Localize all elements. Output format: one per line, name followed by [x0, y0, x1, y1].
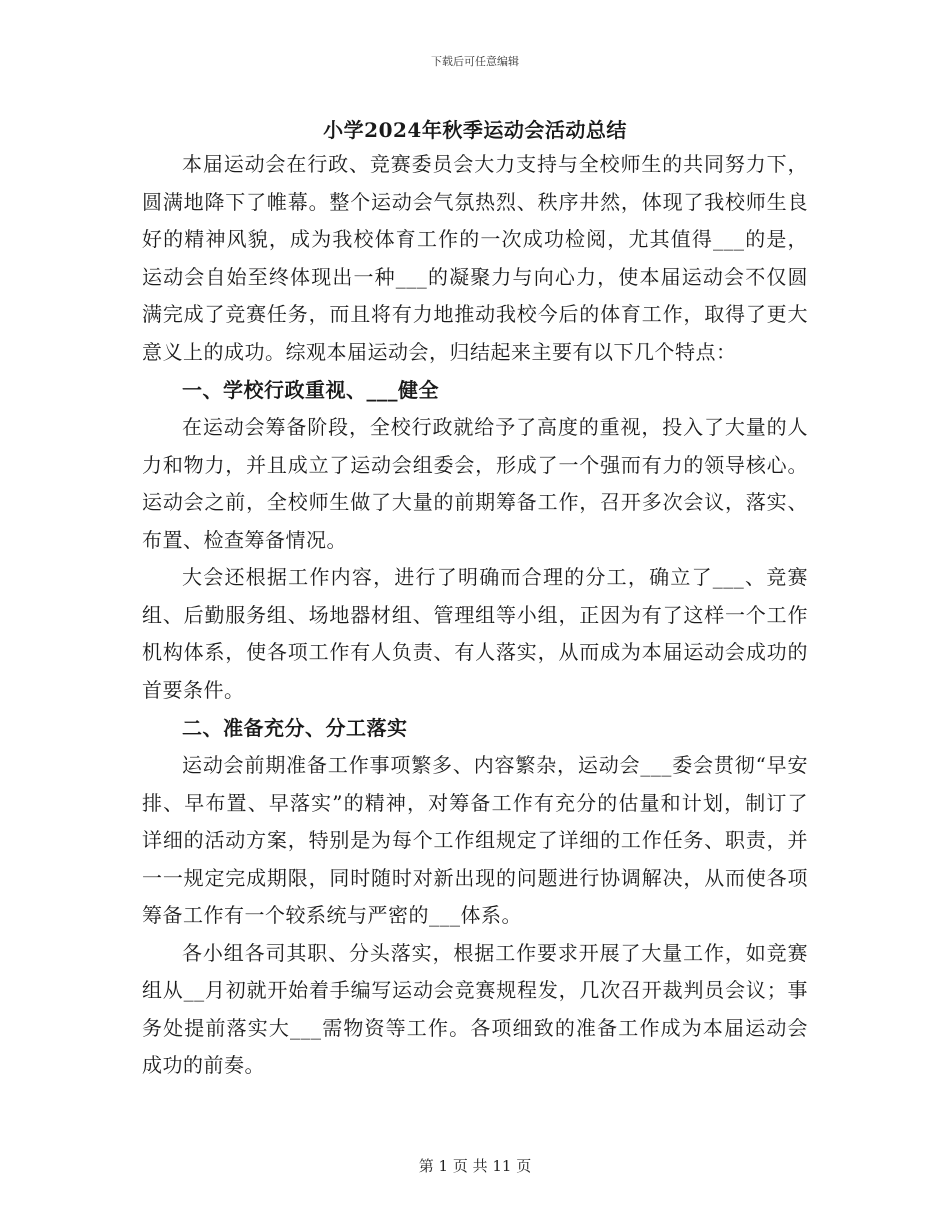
- paragraph-intro: 本届运动会在行政、竞赛委员会大力支持与全校师生的共同努力下，圆满地降下了帷幕。整个运动会气氛热烈、秩序井然，体现了我校师生良好的精神风貌，成为我校体育工作的一次成功检阅，尤其值得___的是，运动会自始至终体现出一种___的凝聚力与向心力，使本届运动会不仅圆满完成了竞赛任务，而且将有力地推动我校今后的体育工作，取得了更大意义上的成功。综观本届运动会，归结起来主要有以下几个特点：: [142, 152, 808, 364]
- paragraph-preparation-stage: 在运动会筹备阶段，全校行政就给予了高度的重视，投入了大量的人力和物力，并且成立了运动会组委会，形成了一个强而有力的领导核心。运动会之前，全校师生做了大量的前期筹备工作，召开多次会议，落实、布置、检查筹备情况。: [142, 415, 808, 552]
- page-header-note: 下载后可任意编辑: [431, 55, 519, 68]
- paragraph-early-preparation: 运动会前期准备工作事项繁多、内容繁杂，运动会___委会贯彻“早安排、早布置、早落实”的精神，对筹备工作有充分的估量和计划，制订了详细的活动方案，特别是为每个工作组规定了详细的工作任务、职责，并一一规定完成期限，同时随时对新出现的问题进行协调解决，从而使各项筹备工作有一个较系统与严密的___体系。: [142, 753, 808, 927]
- page-number: 第 1 页 共 11 页: [418, 1157, 532, 1175]
- document-body: [142, 146, 808, 1085]
- section-heading-1: 一、学校行政重视、___健全: [182, 378, 439, 402]
- paragraph-division-of-work: 大会还根据工作内容，进行了明确而合理的分工，确立了___、竞赛组、后勤服务组、场地器材组、管理组等小组，正因为有了这样一个工作机构体系，使各项工作有人负责、有人落实，从而成为本届运动会成功的首要条件。: [142, 565, 808, 702]
- section-heading-2: 二、准备充分、分工落实: [182, 716, 408, 740]
- paragraph-group-duties: 各小组各司其职、分头落实，根据工作要求开展了大量工作，如竞赛组从__月初就开始着手编写运动会竞赛规程发，几次召开裁判员会议；事务处提前落实大___需物资等工作。各项细致的准备工作成为本届运动会成功的前奏。: [142, 940, 808, 1077]
- document-title: 小学2024年秋季运动会活动总结: [323, 118, 627, 142]
